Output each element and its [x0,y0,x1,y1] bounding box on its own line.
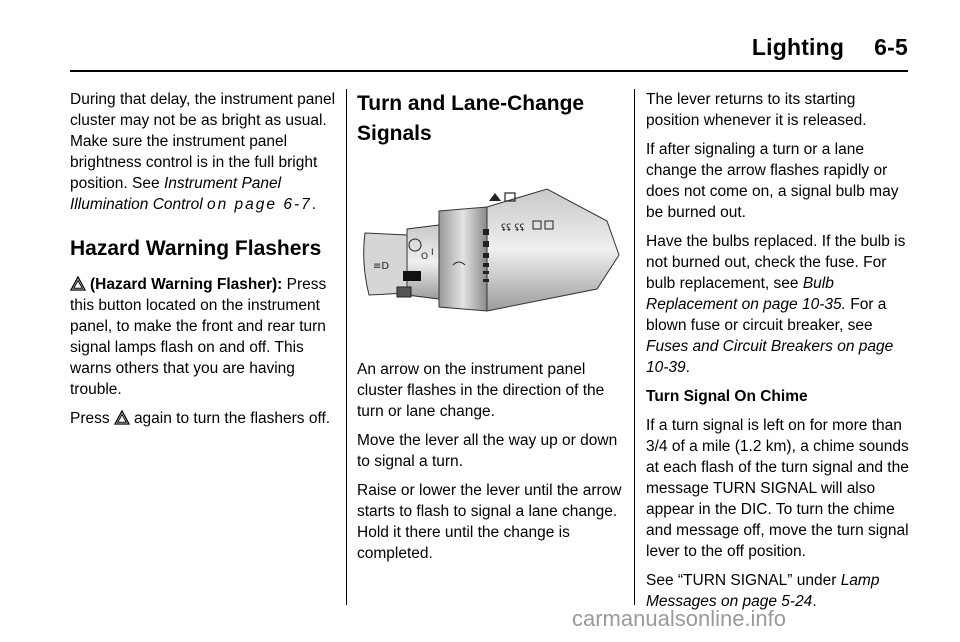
svg-text:I: I [431,248,434,258]
svg-text:O: O [421,252,429,262]
turn-signal-lever-illustration [357,171,623,331]
subheading: Turn Signal On Chime [646,388,808,405]
paragraph: See “TURN SIGNAL” under Lamp Messages on page 5-24. [646,572,880,610]
paragraph: If after signaling a turn or a lane change the arrow flashes rapidly or does not come on, a signal bulb may be burned out. [646,141,899,221]
header-rule [70,70,908,72]
watermark: carmanualsonline.info [572,606,787,631]
paragraph: An arrow on the instrument panel cluster flashes in the direction of the turn or lane change. [357,361,605,420]
paragraph: Move the lever all the way up or down to signal a turn. [357,432,618,470]
page-number: 6-5 [874,34,908,60]
section-heading: Turn and Lane-Change Signals [357,92,585,145]
hazard-label: (Hazard Warning Flasher): [90,276,283,293]
column-2 [357,89,623,572]
cross-reference-link[interactable]: Fuses and Circuit Breakers on page 10-39 [646,338,894,376]
cross-reference-link[interactable]: Lamp Messages on page 5-24 [646,572,880,610]
section-heading: Hazard Warning Flashers [70,237,322,260]
paragraph: During that delay, the instrument panel cluster may not be as bright as usual. Make sure the instrument panel brightness control is in the full bright position. See Instrument Panel Illumination Control on page 6-7. [70,91,336,213]
column-divider [346,89,347,605]
hazard-triangle-icon [114,410,130,425]
paragraph: Have the bulbs replaced. If the bulb is not burned out, check the fuse. For bulb replacement, see Bulb Replacement on page 10-35. For a blown fuse or circuit breaker, see Fuses and Circuit Breakers on page 10-39. [646,233,906,376]
column-3 [646,89,912,620]
lever-icon [357,171,623,331]
column-1 [70,89,340,437]
section-title: Lighting [751,34,845,60]
page-header [752,34,908,61]
hazard-triangle-icon [70,276,86,291]
paragraph: The lever returns to its starting position whenever it is released. [646,91,867,129]
cross-reference-link[interactable]: Instrument Panel Illumination Control [70,175,282,213]
paragraph: Press again to turn the flashers off. [70,410,331,427]
cross-reference-link[interactable]: Bulb Replacement on page 10-35. [646,275,846,313]
svg-text:≡D: ≡D [373,261,390,272]
paragraph: If a turn signal is left on for more than 3/4 of a mile (1.2 km), a chime sounds at each flash of the turn signal and the message TURN SIGNAL will also appear in the DIC. To turn the chime and message off, move the turn signal lever to the off position. [646,417,909,560]
cross-reference-page[interactable]: on page 6-7 [207,196,312,213]
paragraph: (Hazard Warning Flasher): Press this button located on the instrument panel, to make the front and rear turn signal lamps flash on and off. This warns others that you are having trouble. [70,276,327,398]
svg-text:ʢʢ ʢʢ: ʢʢ ʢʢ [501,223,525,234]
column-divider [634,89,635,605]
paragraph: Raise or lower the lever until the arrow starts to flash to signal a lane change. Hold it there until the change is completed. [357,482,622,562]
